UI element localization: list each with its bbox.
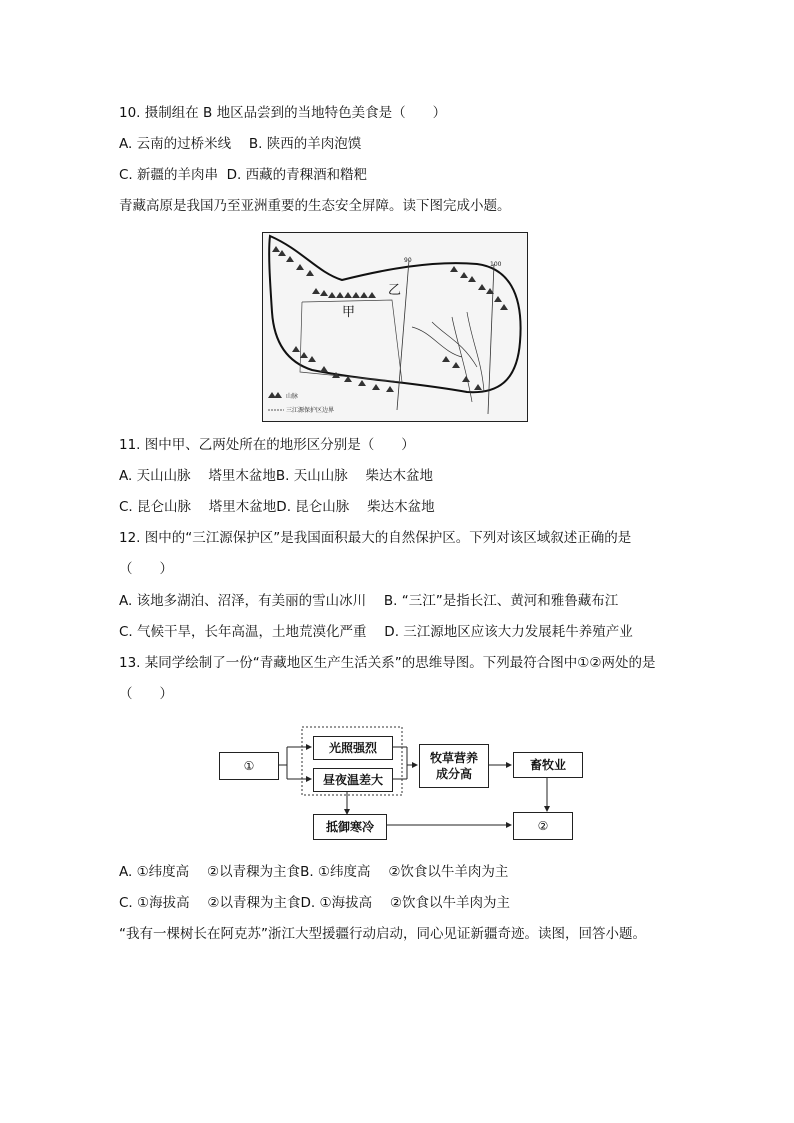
intro-qinghai: 青藏高原是我国乃至亚洲重要的生态安全屏障。读下图完成小题。 — [119, 198, 511, 214]
intro-xinjiang: “我有一棵树长在阿克苏”浙江大型援疆行动启动，同心见证新疆奇迹。读图，回答小题。 — [119, 926, 646, 942]
lon-100-label: 100 — [490, 261, 502, 268]
q10-options-cd: C. 新疆的羊肉串 D. 西藏的青稞酒和糌粑 — [119, 167, 368, 183]
node-husbandry: 畜牧业 — [513, 752, 583, 778]
q12-stem: 12. 图中的“三江源保护区”是我国面积最大的自然保护区。下列对该区域叙述正确的是 — [119, 530, 632, 546]
mind-map — [217, 722, 587, 842]
q12-options-ab: A. 该地多湖泊、沼泽，有美丽的雪山冰川 B. “三江”是指长江、黄河和雅鲁藏布江 — [119, 593, 619, 609]
q13-options-cd: C. ①海拔高 ②以青稞为主食D. ①海拔高 ②饮食以牛羊肉为主 — [119, 895, 510, 911]
q13-options-ab: A. ①纬度高 ②以青稞为主食B. ①纬度高 ②饮食以牛羊肉为主 — [119, 864, 509, 880]
q13-stem: 13. 某同学绘制了一份“青藏地区生产生活关系”的思维导图。下列最符合图中①②两处的是 — [119, 655, 656, 671]
q11-stem: 11. 图中甲、乙两处所在的地形区分别是（ ） — [119, 437, 415, 453]
node-pasture: 牧草营养 成分高 — [419, 744, 489, 788]
node-1: ① — [219, 752, 279, 780]
node-sunlight: 光照强烈 — [313, 736, 393, 760]
q12-options-cd: C. 气候干旱，长年高温，土地荒漠化严重 D. 三江源地区应该大力发展耗牛养殖产业 — [119, 624, 633, 640]
q10-options-ab: A. 云南的过桥米线 B. 陕西的羊肉泡馍 — [119, 136, 362, 152]
label-jia: 甲 — [342, 305, 356, 320]
legend-mountain-label: 山脉 — [286, 393, 299, 400]
q10-stem: 10. 摄制组在 B 地区品尝到的当地特色美食是（ ） — [119, 105, 447, 121]
label-yi: 乙 — [388, 283, 402, 298]
q13-paren: （ ） — [119, 686, 173, 702]
qinghai-tibet-map — [262, 232, 528, 422]
lon-90-label: 90 — [404, 257, 412, 264]
node-cold: 抵御寒冷 — [313, 814, 387, 840]
q11-options-ab: A. 天山山脉 塔里木盆地B. 天山山脉 柴达木盆地 — [119, 468, 434, 484]
legend-boundary-label: 三江源保护区边界 — [286, 407, 335, 414]
node-temp-diff: 昼夜温差大 — [313, 768, 393, 792]
q11-options-cd: C. 昆仑山脉 塔里木盆地D. 昆仑山脉 柴达木盆地 — [119, 499, 435, 515]
q12-paren: （ ） — [119, 561, 173, 577]
node-2: ② — [513, 812, 573, 840]
